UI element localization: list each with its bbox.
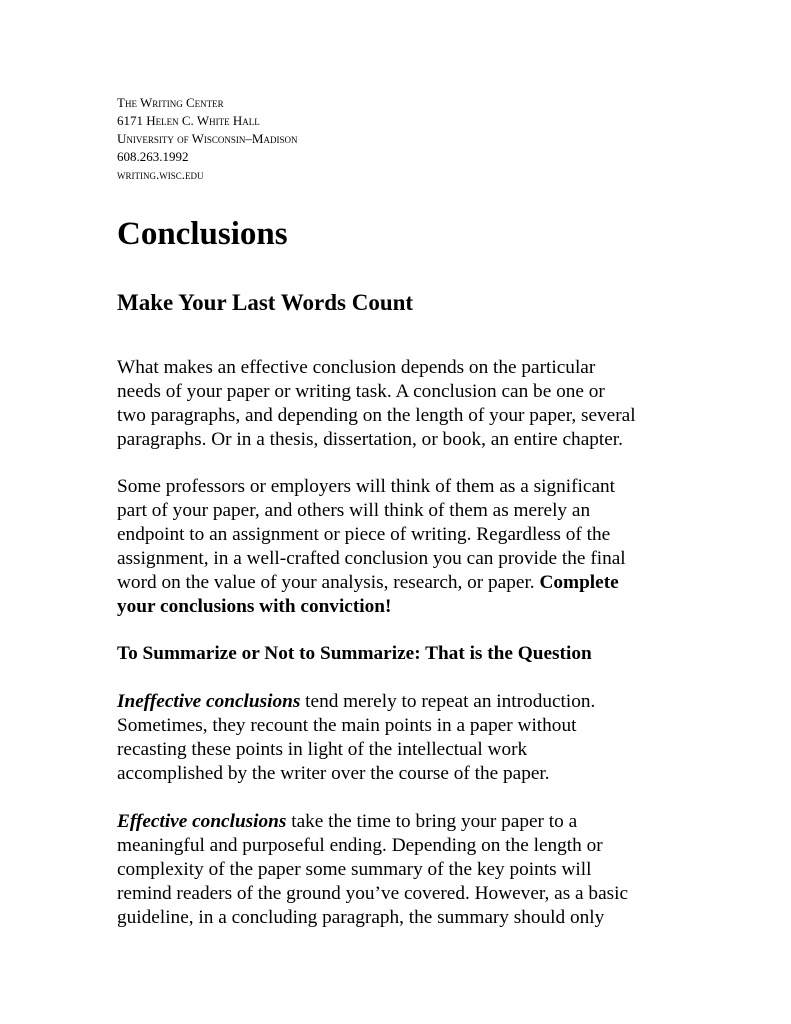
text-line: meaningful and purposeful ending. Depending on the length or (117, 835, 603, 856)
text-line (117, 690, 677, 714)
text-line: remind readers of the ground you’ve covered. However, as a basic (117, 883, 629, 904)
phone-number: 608.263.1992 (117, 149, 189, 164)
emphasis-text: your conclusions with conviction! (117, 596, 392, 617)
text-line: Some professors or employers will think of them as a significant (117, 476, 616, 497)
address-line: 6171 Helen C. White Hall (117, 113, 260, 128)
text-line: Sometimes, they recount the main points in a paper without (117, 715, 577, 736)
text-line: two paragraphs, and depending on the length of your paper, several (117, 405, 636, 426)
emphasis-text: Complete (539, 572, 619, 593)
text-line: assignment, in a well-crafted conclusion you can provide the final (117, 548, 626, 569)
text-line: part of your paper, and others will think of them as merely an (117, 500, 591, 521)
text-line: accomplished by the writer over the course of the paper. (117, 763, 550, 784)
term-ineffective-conclusions: Ineffective conclusions (117, 691, 301, 712)
text-line: What makes an effective conclusion depends on the particular (117, 357, 596, 378)
paragraph-intro (117, 356, 677, 452)
paragraph-professors (117, 475, 677, 619)
org-name: The Writing Center (117, 95, 224, 110)
text-line (117, 571, 677, 595)
page-title: Conclusions (117, 216, 288, 252)
text-segment: take the time to bring your paper to a (286, 811, 578, 832)
text-line (117, 595, 677, 619)
text-line: guideline, in a concluding paragraph, the summary should only (117, 907, 605, 928)
text-line (117, 810, 677, 834)
text-line: complexity of the paper some summary of the key points will (117, 859, 592, 880)
paragraph-ineffective (117, 690, 677, 786)
page-subtitle: Make Your Last Words Count (117, 290, 414, 315)
text-line: needs of your paper or writing task. A conclusion can be one or (117, 381, 605, 402)
text-segment: word on the value of your analysis, research, or paper. (117, 572, 535, 593)
letterhead (117, 94, 298, 184)
term-effective-conclusions: Effective conclusions (117, 811, 287, 832)
text-line: endpoint to an assignment or piece of writing. Regardless of the (117, 524, 611, 545)
text-segment: tend merely to repeat an introduction. (300, 691, 596, 712)
section-heading: To Summarize or Not to Summarize: That is the Question (117, 643, 592, 664)
university-line: University of Wisconsin–Madison (117, 131, 298, 146)
paragraph-effective (117, 810, 677, 930)
text-line: recasting these points in light of the intellectual work (117, 739, 528, 760)
website-url: writing.wisc.edu (117, 167, 204, 182)
text-line: paragraphs. Or in a thesis, dissertation, or book, an entire chapter. (117, 429, 623, 450)
